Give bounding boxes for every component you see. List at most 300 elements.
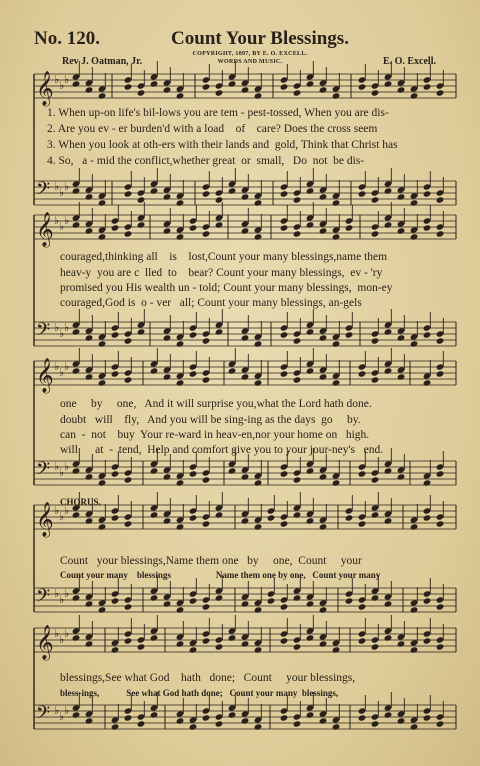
note-head	[319, 640, 328, 647]
note-head	[228, 80, 237, 87]
flat-sign: ♭	[64, 73, 70, 86]
note-head	[436, 337, 445, 344]
note-head	[332, 479, 341, 486]
note-head	[163, 86, 172, 93]
echo-lyric-line: Count your many blessings Name them one by one, Count your many	[60, 570, 381, 580]
note-head	[358, 370, 367, 377]
flat-sign: ♭	[64, 587, 70, 600]
note-head	[423, 379, 432, 386]
note-head	[345, 331, 354, 338]
bass-clef: 𝄢	[36, 586, 51, 611]
note-head	[267, 514, 276, 521]
note-head	[358, 520, 367, 527]
lyricist: Rev J. Oatman, Jr.	[62, 56, 143, 67]
note-head	[228, 711, 237, 718]
note-head	[85, 86, 94, 93]
note-head	[124, 603, 133, 610]
note-head	[163, 193, 172, 200]
note-head	[358, 714, 367, 721]
note-head	[280, 331, 289, 338]
note-head	[319, 334, 328, 341]
note-head	[176, 379, 185, 386]
flat-sign: ♭	[59, 633, 65, 646]
note-head	[436, 520, 445, 527]
note-head	[332, 723, 341, 730]
note-head	[202, 520, 211, 527]
note-head	[306, 187, 315, 194]
flat-sign: ♭	[64, 180, 70, 193]
note-head	[306, 634, 315, 641]
note-head	[228, 187, 237, 194]
note-head	[384, 467, 393, 474]
note-head	[215, 511, 224, 518]
note-head	[371, 720, 380, 727]
note-head	[280, 370, 289, 377]
note-head	[85, 640, 94, 647]
note-head	[280, 603, 289, 610]
note-head	[137, 643, 146, 650]
note-head	[397, 640, 406, 647]
note-head	[423, 597, 432, 604]
hymn-title: Count Your Blessings.	[171, 28, 349, 49]
note-head	[150, 511, 159, 518]
note-head	[423, 331, 432, 338]
note-head	[332, 340, 341, 347]
chorus-label: CHORUS.	[60, 497, 101, 507]
note-head	[189, 723, 198, 730]
note-head	[371, 376, 380, 383]
note-head	[423, 83, 432, 90]
note-head	[111, 723, 120, 730]
note-head	[371, 511, 380, 518]
note-head	[189, 224, 198, 231]
copyright-line-1: COPYRIGHT, 1897, BY E. O. EXCELL.	[192, 51, 308, 57]
flat-sign: ♭	[54, 73, 60, 86]
note-head	[371, 196, 380, 203]
flat-sign: ♭	[54, 587, 60, 600]
note-head	[319, 373, 328, 380]
note-head	[202, 337, 211, 344]
note-head	[306, 467, 315, 474]
bass-clef: 𝄢	[36, 320, 51, 345]
note-head	[371, 337, 380, 344]
note-head	[280, 637, 289, 644]
flat-sign: ♭	[54, 460, 60, 473]
note-head	[410, 606, 419, 613]
flat-sign: ♭	[54, 321, 60, 334]
note-head	[98, 233, 107, 240]
note-head	[72, 367, 81, 374]
note-head	[176, 523, 185, 530]
note-head	[371, 230, 380, 237]
note-head	[228, 467, 237, 474]
flat-sign: ♭	[59, 593, 65, 606]
note-head	[384, 187, 393, 194]
note-head	[319, 523, 328, 530]
note-head	[293, 230, 302, 237]
note-head	[306, 517, 315, 524]
note-head	[202, 476, 211, 483]
note-head	[254, 92, 263, 99]
note-head	[98, 199, 107, 206]
treble-clef: 𝄞	[36, 71, 54, 106]
note-head	[280, 190, 289, 197]
note-head	[332, 233, 341, 240]
note-head	[436, 196, 445, 203]
note-head	[163, 373, 172, 380]
note-head	[111, 224, 120, 231]
bass-clef: 𝄢	[36, 459, 51, 484]
note-head	[319, 717, 328, 724]
note-head	[150, 80, 159, 87]
note-head	[98, 479, 107, 486]
note-head	[215, 89, 224, 96]
note-head	[371, 594, 380, 601]
note-head	[423, 190, 432, 197]
note-head	[189, 597, 198, 604]
flat-sign: ♭	[54, 214, 60, 227]
lyric-line: promised you His wealth un - told; Count your many blessings, mon-ey	[60, 282, 393, 294]
note-head	[358, 603, 367, 610]
note-head	[150, 187, 159, 194]
note-head	[397, 86, 406, 93]
note-head	[293, 196, 302, 203]
note-head	[436, 470, 445, 477]
note-head	[137, 720, 146, 727]
treble-clef: 𝄞	[36, 502, 54, 537]
note-head	[410, 523, 419, 530]
lyric-line: one by one, And it will surprise you,what the Lord hath done.	[60, 398, 372, 410]
note-head	[280, 520, 289, 527]
note-head	[436, 603, 445, 610]
note-head	[202, 83, 211, 90]
flat-sign: ♭	[54, 627, 60, 640]
note-head	[332, 379, 341, 386]
note-head	[332, 199, 341, 206]
note-head	[293, 476, 302, 483]
composer: E. O. Excell.	[382, 56, 436, 67]
lyric-line: 1. When up-on life's bil-lows you are tem - pest-tossed, When you are dis-	[47, 107, 389, 119]
note-head	[111, 470, 120, 477]
note-head	[137, 328, 146, 335]
note-head	[215, 594, 224, 601]
note-head	[163, 473, 172, 480]
flat-sign: ♭	[54, 704, 60, 717]
note-head	[98, 379, 107, 386]
lyric-line: can - not buy Your re-ward in heav-en,nor your home on high.	[60, 429, 370, 441]
note-head	[397, 373, 406, 380]
note-head	[150, 594, 159, 601]
note-head	[189, 514, 198, 521]
note-head	[85, 373, 94, 380]
flat-sign: ♭	[54, 360, 60, 373]
note-head	[319, 473, 328, 480]
note-head	[436, 370, 445, 377]
note-head	[306, 711, 315, 718]
note-head	[98, 92, 107, 99]
note-head	[384, 328, 393, 335]
note-head	[228, 367, 237, 374]
note-head	[254, 199, 263, 206]
note-head	[124, 714, 133, 721]
note-head	[436, 89, 445, 96]
note-head	[254, 479, 263, 486]
note-head	[163, 227, 172, 234]
note-head	[241, 193, 250, 200]
note-head	[254, 723, 263, 730]
note-head	[124, 637, 133, 644]
note-head	[72, 511, 81, 518]
note-head	[124, 337, 133, 344]
note-head	[280, 470, 289, 477]
note-head	[111, 514, 120, 521]
note-head	[150, 467, 159, 474]
note-head	[345, 514, 354, 521]
note-head	[72, 467, 81, 474]
flat-sign: ♭	[64, 360, 70, 373]
note-head	[124, 230, 133, 237]
note-head	[384, 367, 393, 374]
note-head	[150, 711, 159, 718]
flat-sign: ♭	[59, 79, 65, 92]
note-head	[293, 511, 302, 518]
note-head	[397, 227, 406, 234]
note-head	[72, 328, 81, 335]
lyric-line: Count your blessings,Name them one by one, Count your	[60, 555, 362, 567]
flat-sign: ♭	[54, 504, 60, 517]
flat-sign: ♭	[54, 180, 60, 193]
note-head	[111, 331, 120, 338]
lyric-line: 2. Are you ev - er burden'd with a load of care? Does the cross seem	[47, 123, 378, 135]
note-head	[423, 224, 432, 231]
treble-clef: 𝄞	[36, 625, 54, 660]
note-head	[397, 334, 406, 341]
note-head	[137, 89, 146, 96]
note-head	[436, 230, 445, 237]
note-head	[202, 376, 211, 383]
note-head	[241, 600, 250, 607]
treble-clef: 𝄞	[36, 358, 54, 393]
note-head	[358, 637, 367, 644]
note-head	[384, 517, 393, 524]
note-head	[111, 370, 120, 377]
note-head	[85, 717, 94, 724]
note-head	[397, 717, 406, 724]
note-head	[384, 634, 393, 641]
note-head	[332, 646, 341, 653]
copyright-line-2: WORDS AND MUSIC.	[217, 59, 283, 65]
flat-sign: ♭	[64, 504, 70, 517]
note-head	[241, 86, 250, 93]
note-head	[176, 717, 185, 724]
note-head	[410, 92, 419, 99]
note-head	[241, 473, 250, 480]
note-head	[111, 597, 120, 604]
note-head	[306, 328, 315, 335]
note-head	[98, 606, 107, 613]
note-head	[150, 634, 159, 641]
flat-sign: ♭	[59, 186, 65, 199]
note-head	[254, 379, 263, 386]
note-head	[384, 221, 393, 228]
note-head	[202, 714, 211, 721]
note-head	[358, 470, 367, 477]
flat-sign: ♭	[59, 327, 65, 340]
note-head	[293, 337, 302, 344]
note-head	[189, 370, 198, 377]
note-head	[332, 92, 341, 99]
note-head	[176, 340, 185, 347]
note-head	[345, 224, 354, 231]
note-head	[150, 367, 159, 374]
note-head	[293, 376, 302, 383]
lyric-line: blessings,See what God hath done; Count your blessings,	[60, 672, 356, 684]
note-head	[202, 603, 211, 610]
note-head	[72, 594, 81, 601]
note-head	[215, 643, 224, 650]
note-head	[176, 606, 185, 613]
note-head	[189, 331, 198, 338]
note-head	[85, 193, 94, 200]
note-head	[124, 190, 133, 197]
note-head	[215, 328, 224, 335]
note-head	[85, 473, 94, 480]
lyric-line: couraged,thinking all is lost,Count your many blessings,name them	[60, 251, 388, 263]
note-head	[280, 83, 289, 90]
note-head	[228, 634, 237, 641]
note-head	[202, 637, 211, 644]
note-head	[436, 643, 445, 650]
note-head	[358, 190, 367, 197]
note-head	[176, 233, 185, 240]
note-head	[436, 720, 445, 727]
note-head	[410, 646, 419, 653]
note-head	[306, 221, 315, 228]
note-head	[254, 340, 263, 347]
treble-clef: 𝄞	[36, 212, 54, 247]
note-head	[280, 714, 289, 721]
note-head	[410, 340, 419, 347]
note-head	[423, 479, 432, 486]
note-head	[345, 597, 354, 604]
note-head	[85, 517, 94, 524]
note-head	[215, 720, 224, 727]
note-head	[293, 89, 302, 96]
note-head	[241, 227, 250, 234]
note-head	[306, 367, 315, 374]
note-head	[306, 80, 315, 87]
note-head	[397, 193, 406, 200]
flat-sign: ♭	[64, 214, 70, 227]
note-head	[124, 520, 133, 527]
note-head	[98, 523, 107, 530]
note-head	[202, 190, 211, 197]
bass-clef: 𝄢	[36, 703, 51, 728]
lyric-line: 3. When you look at oth-ers with their lands and gold, Think that Christ has	[47, 139, 398, 151]
echo-lyric-line: bless-ings, See what God hath done; Count your many blessings,	[60, 688, 339, 698]
note-head	[241, 640, 250, 647]
note-head	[423, 637, 432, 644]
note-head	[241, 373, 250, 380]
lyric-line: couraged,God is o - ver all; Count your many blessings, an-gels	[60, 297, 362, 309]
note-head	[319, 606, 328, 613]
note-head	[85, 600, 94, 607]
note-head	[410, 233, 419, 240]
note-head	[397, 473, 406, 480]
note-head	[72, 80, 81, 87]
note-head	[124, 376, 133, 383]
flat-sign: ♭	[64, 460, 70, 473]
note-head	[176, 479, 185, 486]
note-head	[111, 646, 120, 653]
note-head	[189, 470, 198, 477]
note-head	[358, 83, 367, 90]
hymn-number: No. 120.	[34, 28, 100, 49]
note-head	[163, 600, 172, 607]
lyric-line: heav-y you are c lled to bear? Count your many blessings, ev - 'ry	[60, 267, 383, 279]
note-head	[176, 199, 185, 206]
note-head	[98, 340, 107, 347]
note-head	[293, 720, 302, 727]
note-head	[124, 83, 133, 90]
note-head	[163, 334, 172, 341]
lyric-line: will at - tend, Help and comfort give you to your jour-ney's end.	[60, 444, 384, 456]
note-head	[176, 92, 185, 99]
note-head	[384, 80, 393, 87]
note-head	[254, 523, 263, 530]
note-head	[254, 646, 263, 653]
note-head	[410, 199, 419, 206]
note-head	[423, 514, 432, 521]
flat-sign: ♭	[64, 321, 70, 334]
note-head	[72, 221, 81, 228]
flat-sign: ♭	[64, 627, 70, 640]
note-head	[280, 224, 289, 231]
note-head	[202, 230, 211, 237]
note-head	[319, 86, 328, 93]
note-head	[241, 334, 250, 341]
lyric-line: 4. So, a - mid the conflict,whether great or small, Do not be dis-	[47, 155, 365, 167]
note-head	[241, 717, 250, 724]
note-head	[72, 634, 81, 641]
note-head	[267, 597, 276, 604]
note-head	[189, 646, 198, 653]
note-head	[293, 594, 302, 601]
note-head	[85, 334, 94, 341]
note-head	[124, 476, 133, 483]
note-head	[371, 89, 380, 96]
note-head	[137, 221, 146, 228]
note-head	[423, 714, 432, 721]
flat-sign: ♭	[59, 710, 65, 723]
note-head	[371, 476, 380, 483]
flat-sign: ♭	[59, 466, 65, 479]
note-head	[72, 711, 81, 718]
note-head	[306, 600, 315, 607]
note-head	[410, 723, 419, 730]
note-head	[215, 221, 224, 228]
flat-sign: ♭	[59, 510, 65, 523]
note-head	[85, 227, 94, 234]
lyric-line: doubt will fly, And you will be sing-ing as the days go by.	[60, 414, 361, 426]
note-head	[72, 187, 81, 194]
note-head	[254, 233, 263, 240]
note-head	[176, 640, 185, 647]
note-head	[371, 643, 380, 650]
note-head	[163, 517, 172, 524]
note-head	[384, 711, 393, 718]
bass-clef: 𝄢	[36, 179, 51, 204]
